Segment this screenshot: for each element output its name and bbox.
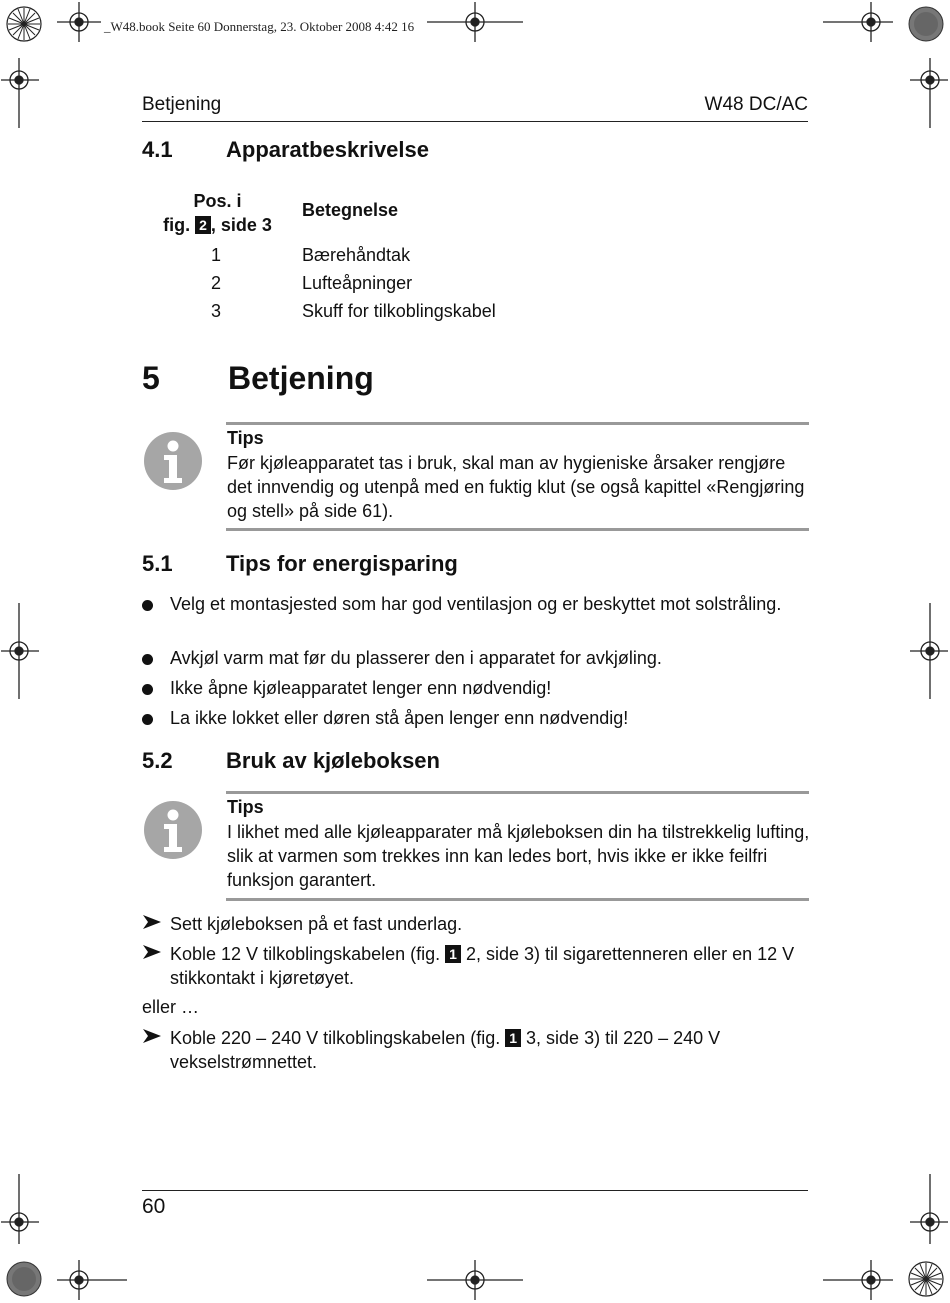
crosshair-icon <box>1 1174 39 1244</box>
crosshair-icon <box>910 603 948 699</box>
tips-top-rule <box>226 791 809 794</box>
starburst-target-icon <box>909 1262 943 1296</box>
header-rule <box>142 121 808 122</box>
section-number: 5.1 <box>142 551 173 576</box>
crosshair-icon <box>57 1260 127 1300</box>
instruction-step <box>142 912 812 936</box>
table-header-position <box>150 189 285 237</box>
section-heading-5-1 <box>142 551 742 581</box>
crosshair-icon <box>910 1174 948 1244</box>
row-position: 2 <box>211 273 222 293</box>
table-header-position-line1: Pos. i <box>193 191 242 211</box>
table-row <box>0 273 950 297</box>
running-header-left: Betjening <box>142 94 222 115</box>
figure-reference-badge: 2 <box>195 216 211 234</box>
section-title: Apparatbeskrivelse <box>226 137 429 162</box>
starburst-target-icon <box>7 7 41 41</box>
instruction-text <box>170 1026 810 1074</box>
footer-rule <box>142 1190 808 1191</box>
instruction-step <box>142 1026 812 1074</box>
figure-reference-badge: 1 <box>445 945 461 963</box>
list-item <box>142 646 812 670</box>
crosshair-icon <box>427 1260 523 1300</box>
list-item-text: Velg et montasjested som har god ventilasjon og er beskyttet mot solstråling. <box>170 594 782 614</box>
table-header-designation: Betegnelse <box>302 200 399 220</box>
info-icon <box>143 431 203 491</box>
arrow-right-icon <box>142 1026 162 1046</box>
section-heading-5-2 <box>142 748 742 778</box>
section-title: Bruk av kjøleboksen <box>226 748 440 773</box>
tips-bottom-rule <box>226 898 809 901</box>
header-fig-prefix: fig. <box>163 215 196 235</box>
table-row <box>0 301 950 325</box>
bullet-icon <box>142 714 153 725</box>
section-number: 5.2 <box>142 748 173 773</box>
table-row <box>0 245 950 269</box>
instruction-text-part: Koble 220 – 240 V tilkoblingskabelen (fig. <box>170 1028 506 1048</box>
tips-body: I likhet med alle kjøleapparater må kjøleboksen din ha tilstrekkelig lufting, slik at varmen som trekkes inn kan ledes bort, hvis ikke er ikke feilfri funksjon garantert. <box>227 822 810 890</box>
bullet-icon <box>142 684 153 695</box>
crosshair-icon <box>823 2 893 42</box>
instruction-text-part: 3, side 3) til 220 – 240 V vekselstrømnettet. <box>170 1028 721 1072</box>
tips-body: Før kjøleapparatet tas i bruk, skal man av hygieniske årsaker rengjøre det innvendig og utenpå med en fuktig klut (se også kapittel «Rengjøring og stell» på side 61). <box>227 453 805 521</box>
list-item <box>142 706 812 730</box>
bullet-icon <box>142 600 153 611</box>
info-icon <box>143 800 203 860</box>
crosshair-icon <box>427 2 523 42</box>
crosshair-icon <box>910 58 948 128</box>
row-designation: Skuff for tilkoblingskabel <box>302 301 496 321</box>
page-number: 60 <box>142 1195 166 1218</box>
header-fig-suffix: , side 3 <box>210 215 272 235</box>
figure-reference-badge: 1 <box>505 1029 521 1047</box>
list-item <box>142 676 812 700</box>
row-position: 3 <box>211 301 222 321</box>
crosshair-icon <box>1 603 39 699</box>
list-item-text: La ikke lokket eller døren stå åpen lenger enn nødvendig! <box>170 708 629 728</box>
tips-top-rule <box>226 422 809 425</box>
list-item-text: Ikke åpne kjøleapparatet lenger enn nødvendig! <box>170 678 552 698</box>
tips-title: Tips <box>227 797 264 817</box>
crosshair-icon <box>1 58 39 128</box>
instruction-text-part: Koble 12 V tilkoblingskabelen (fig. <box>170 944 446 964</box>
running-header-right: W48 DC/AC <box>704 94 808 115</box>
arrow-right-icon <box>142 912 162 932</box>
chapter-title: Betjening <box>228 360 374 396</box>
table-header-position-line2 <box>150 213 285 237</box>
instruction-text: Sett kjøleboksen på et fast underlag. <box>170 914 463 934</box>
tips-bottom-rule <box>226 528 809 531</box>
tips-title: Tips <box>227 428 264 448</box>
row-position: 1 <box>211 245 222 265</box>
bullet-icon <box>142 654 153 665</box>
chapter-number: 5 <box>142 360 160 396</box>
grey-dot-target-icon <box>7 1262 41 1296</box>
section-heading-4-1 <box>142 137 742 167</box>
section-number: 4.1 <box>142 137 173 162</box>
print-info: _W48.book Seite 60 Donnerstag, 23. Oktober 2008 4:42 16 <box>104 19 415 34</box>
crosshair-icon <box>57 2 101 42</box>
instruction-text-part: 2, side 3) til sigarettenneren eller en 12 V stikkontakt i kjøretøyet. <box>170 944 795 988</box>
section-title: Tips for energisparing <box>226 551 458 576</box>
alternative-note: eller … <box>142 997 200 1017</box>
row-designation: Bærehåndtak <box>302 245 411 265</box>
row-designation: Lufteåpninger <box>302 273 413 293</box>
grey-dot-target-icon <box>909 7 943 41</box>
chapter-heading-5 <box>142 360 742 400</box>
crosshair-icon <box>823 1260 893 1300</box>
list-item <box>142 592 812 640</box>
instruction-text <box>170 942 810 990</box>
list-item-text: Avkjøl varm mat før du plasserer den i apparatet for avkjøling. <box>170 648 662 668</box>
instruction-step <box>142 942 812 990</box>
arrow-right-icon <box>142 942 162 962</box>
